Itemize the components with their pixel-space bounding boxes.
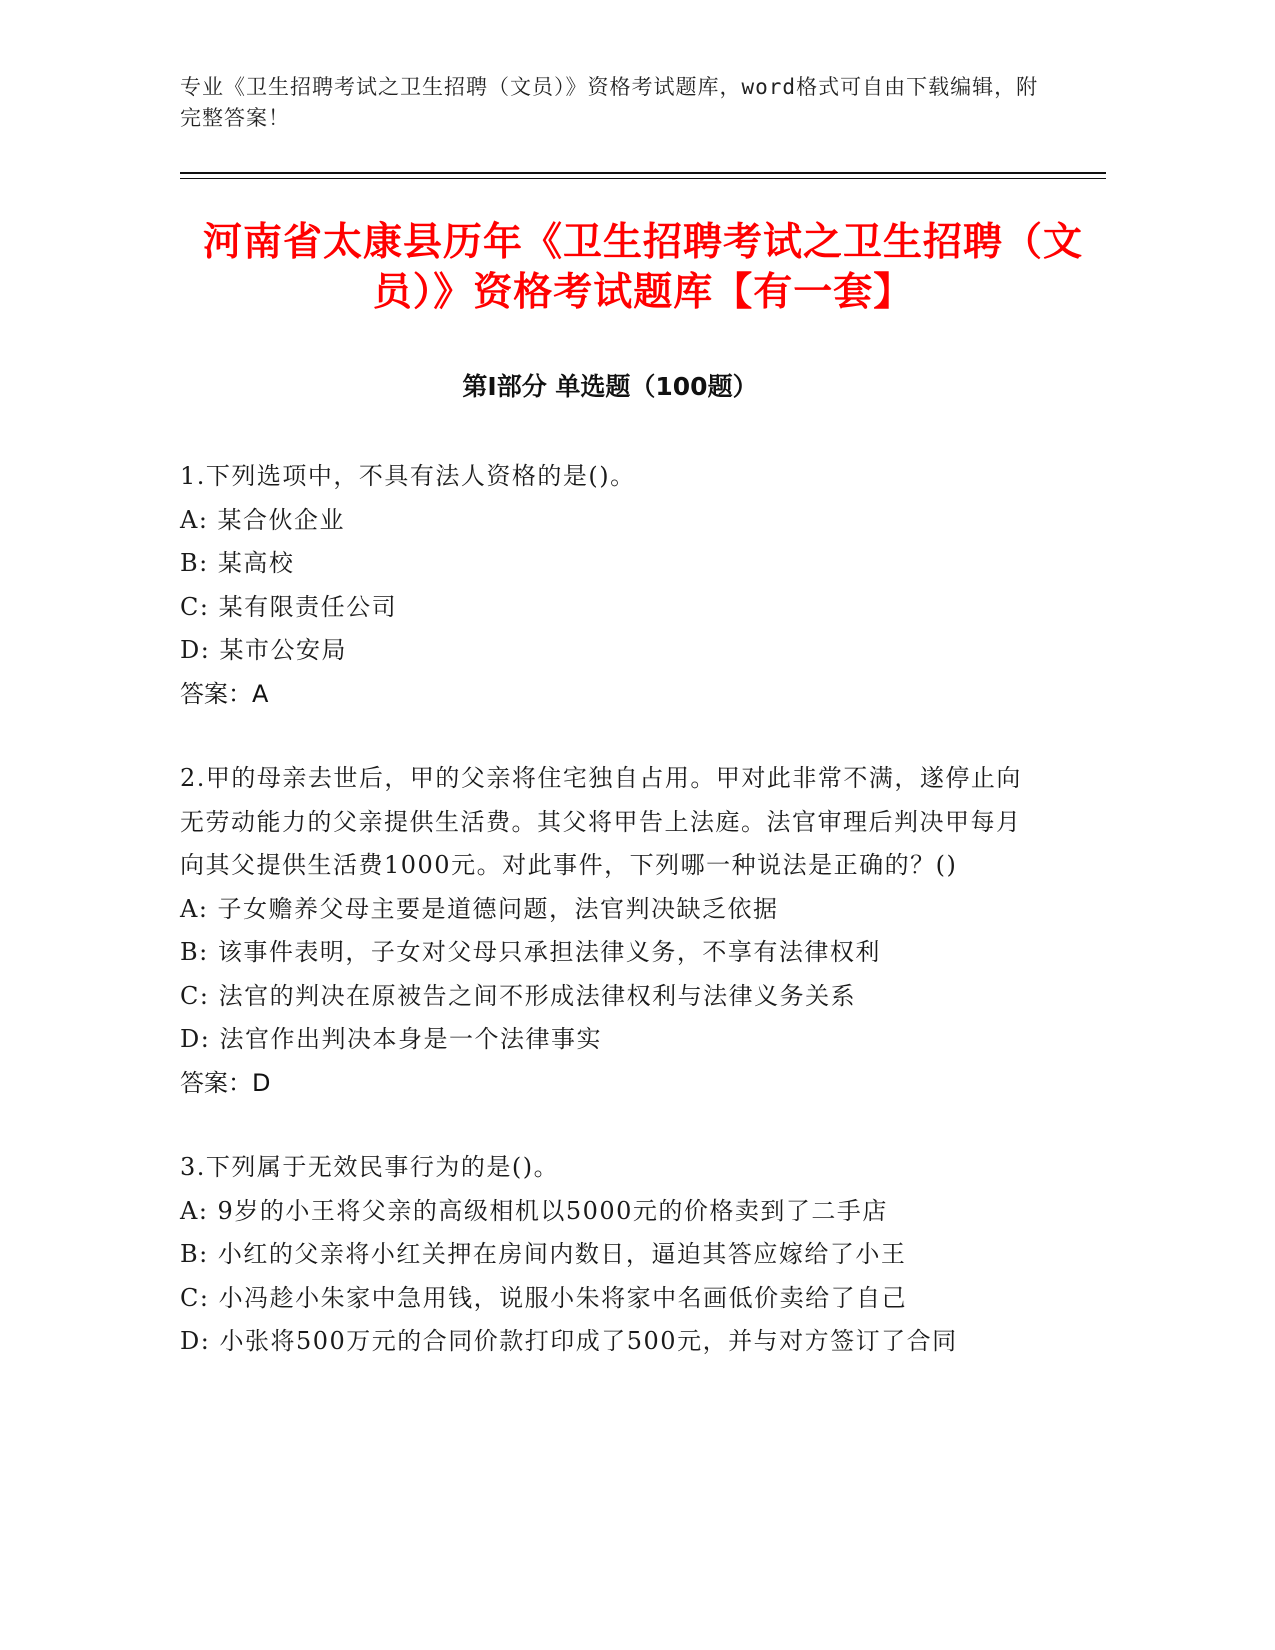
- answer: 答案：D: [180, 1068, 271, 1097]
- option-a: A: 子女赡养父母主要是道德问题，法官判决缺乏依据: [180, 894, 779, 923]
- option-c: C: 法官的判决在原被告之间不形成法律权利与法律义务关系: [180, 981, 857, 1010]
- document-title: 河南省太康县历年《卫生招聘考试之卫生招聘（文员）》资格考试题库【有一套】: [202, 220, 1083, 315]
- option-b: B: 某高校: [180, 549, 295, 577]
- question-list: [180, 455, 1040, 1405]
- header-divider-thick: [180, 172, 1106, 174]
- question-1: [180, 455, 1040, 716]
- header-divider-thin: [180, 178, 1106, 179]
- option-d: D: 小张将500万元的合同价款打印成了500元，并与对方签订了合同: [180, 1327, 958, 1355]
- question-stem: 3.下列属于无效民事行为的是()。: [180, 1153, 560, 1181]
- option-c: C: 某有限责任公司: [180, 592, 398, 621]
- answer: 答案：A: [180, 679, 269, 708]
- question-stem: 2.甲的母亲去世后，甲的父亲将住宅独自占用。甲对此非常不满，遂停止向无劳动能力的父亲提供生活费。其父将甲告上法庭。法官审理后判决甲每月向其父提供生活费1000元。对此事件，下列哪一种说法是正确的？(): [180, 764, 1022, 879]
- question-3: [180, 1146, 1040, 1364]
- option-a: A: 某合伙企业: [180, 505, 346, 534]
- option-d: D: 某市公安局: [180, 636, 347, 664]
- question-stem: 1.下列选项中，不具有法人资格的是()。: [180, 462, 636, 490]
- option-d: D: 法官作出判决本身是一个法律事实: [180, 1025, 602, 1053]
- option-c: C: 小冯趁小朱家中急用钱，说服小朱将家中名画低价卖给了自己: [180, 1283, 908, 1312]
- header-note: 专业《卫生招聘考试之卫生招聘（文员）》资格考试题库，word格式可自由下载编辑，附完整答案！: [180, 75, 1039, 130]
- option-a: A: 9岁的小王将父亲的高级相机以5000元的价格卖到了二手店: [180, 1196, 888, 1225]
- section-heading: 第Ⅰ部分 单选题（100题）: [462, 372, 758, 401]
- option-b: B: 小红的父亲将小红关押在房间内数日，逼迫其答应嫁给了小王: [180, 1240, 907, 1268]
- option-b: B: 该事件表明，子女对父母只承担法律义务，不享有法律权利: [180, 938, 881, 966]
- question-2: [180, 757, 1040, 1105]
